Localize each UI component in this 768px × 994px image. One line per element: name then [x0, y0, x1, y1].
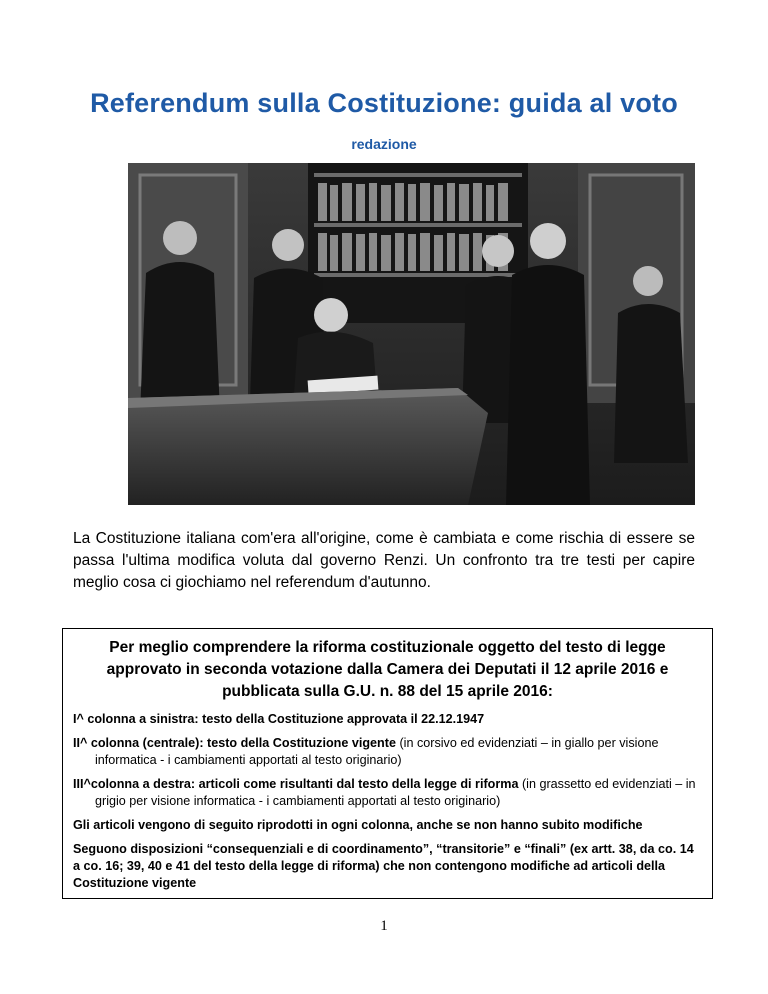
author-byline: redazione — [351, 136, 417, 152]
historical-photo — [128, 163, 695, 505]
provisions-note: Seguono disposizioni “consequenziali e di coordinamento”, “transitorie” e “finali” (ex artt. 38, da co. 14 a co. 16; 39, 40 e 41 del testo della legge di riforma) che non contengono modifiche ad articoli della Costituzione vigente — [73, 842, 694, 890]
articles-note: Gli articoli vengono di seguito riprodotti in ogni colonna, anche se non hanno subito modifiche — [73, 818, 643, 832]
info-box — [62, 628, 713, 899]
signing-photo-illustration — [128, 163, 695, 505]
column-3-detail: (in grassetto ed evidenziati – in grigio per visione informatica - i cambiamenti apportati al testo originario) — [95, 777, 696, 808]
column-2-detail: (in corsivo ed evidenziati – in giallo per visione informatica - i cambiamenti apportati al testo originario) — [95, 736, 659, 767]
column-1-description: I^ colonna a sinistra: testo della Costituzione approvata il 22.12.1947 — [73, 712, 485, 726]
intro-paragraph: La Costituzione italiana com'era all'origine, come è cambiata e come rischia di essere se passa l'ultima modifica voluta dal governo Renzi. Un confronto tra tre testi per capire meglio cosa ci giochiamo nel referendum d'autunno. — [73, 530, 695, 591]
info-box-heading: Per meglio comprendere la riforma costituzionale oggetto del testo di legge approvato in seconda votazione dalla Camera dei Deputati il 12 aprile 2016 e pubblicata sulla G.U. n. 88 del 15 aprile 2016: — [106, 639, 669, 700]
column-2-description — [73, 735, 702, 769]
page-number: 1 — [380, 918, 388, 934]
column-3-label: III^colonna a destra: articoli come risultanti dal testo della legge di riforma — [73, 777, 519, 791]
column-3-description — [73, 776, 702, 810]
column-2-label: II^ colonna (centrale): testo della Costituzione vigente — [73, 736, 396, 750]
document-title: Referendum sulla Costituzione: guida al voto — [90, 88, 678, 118]
